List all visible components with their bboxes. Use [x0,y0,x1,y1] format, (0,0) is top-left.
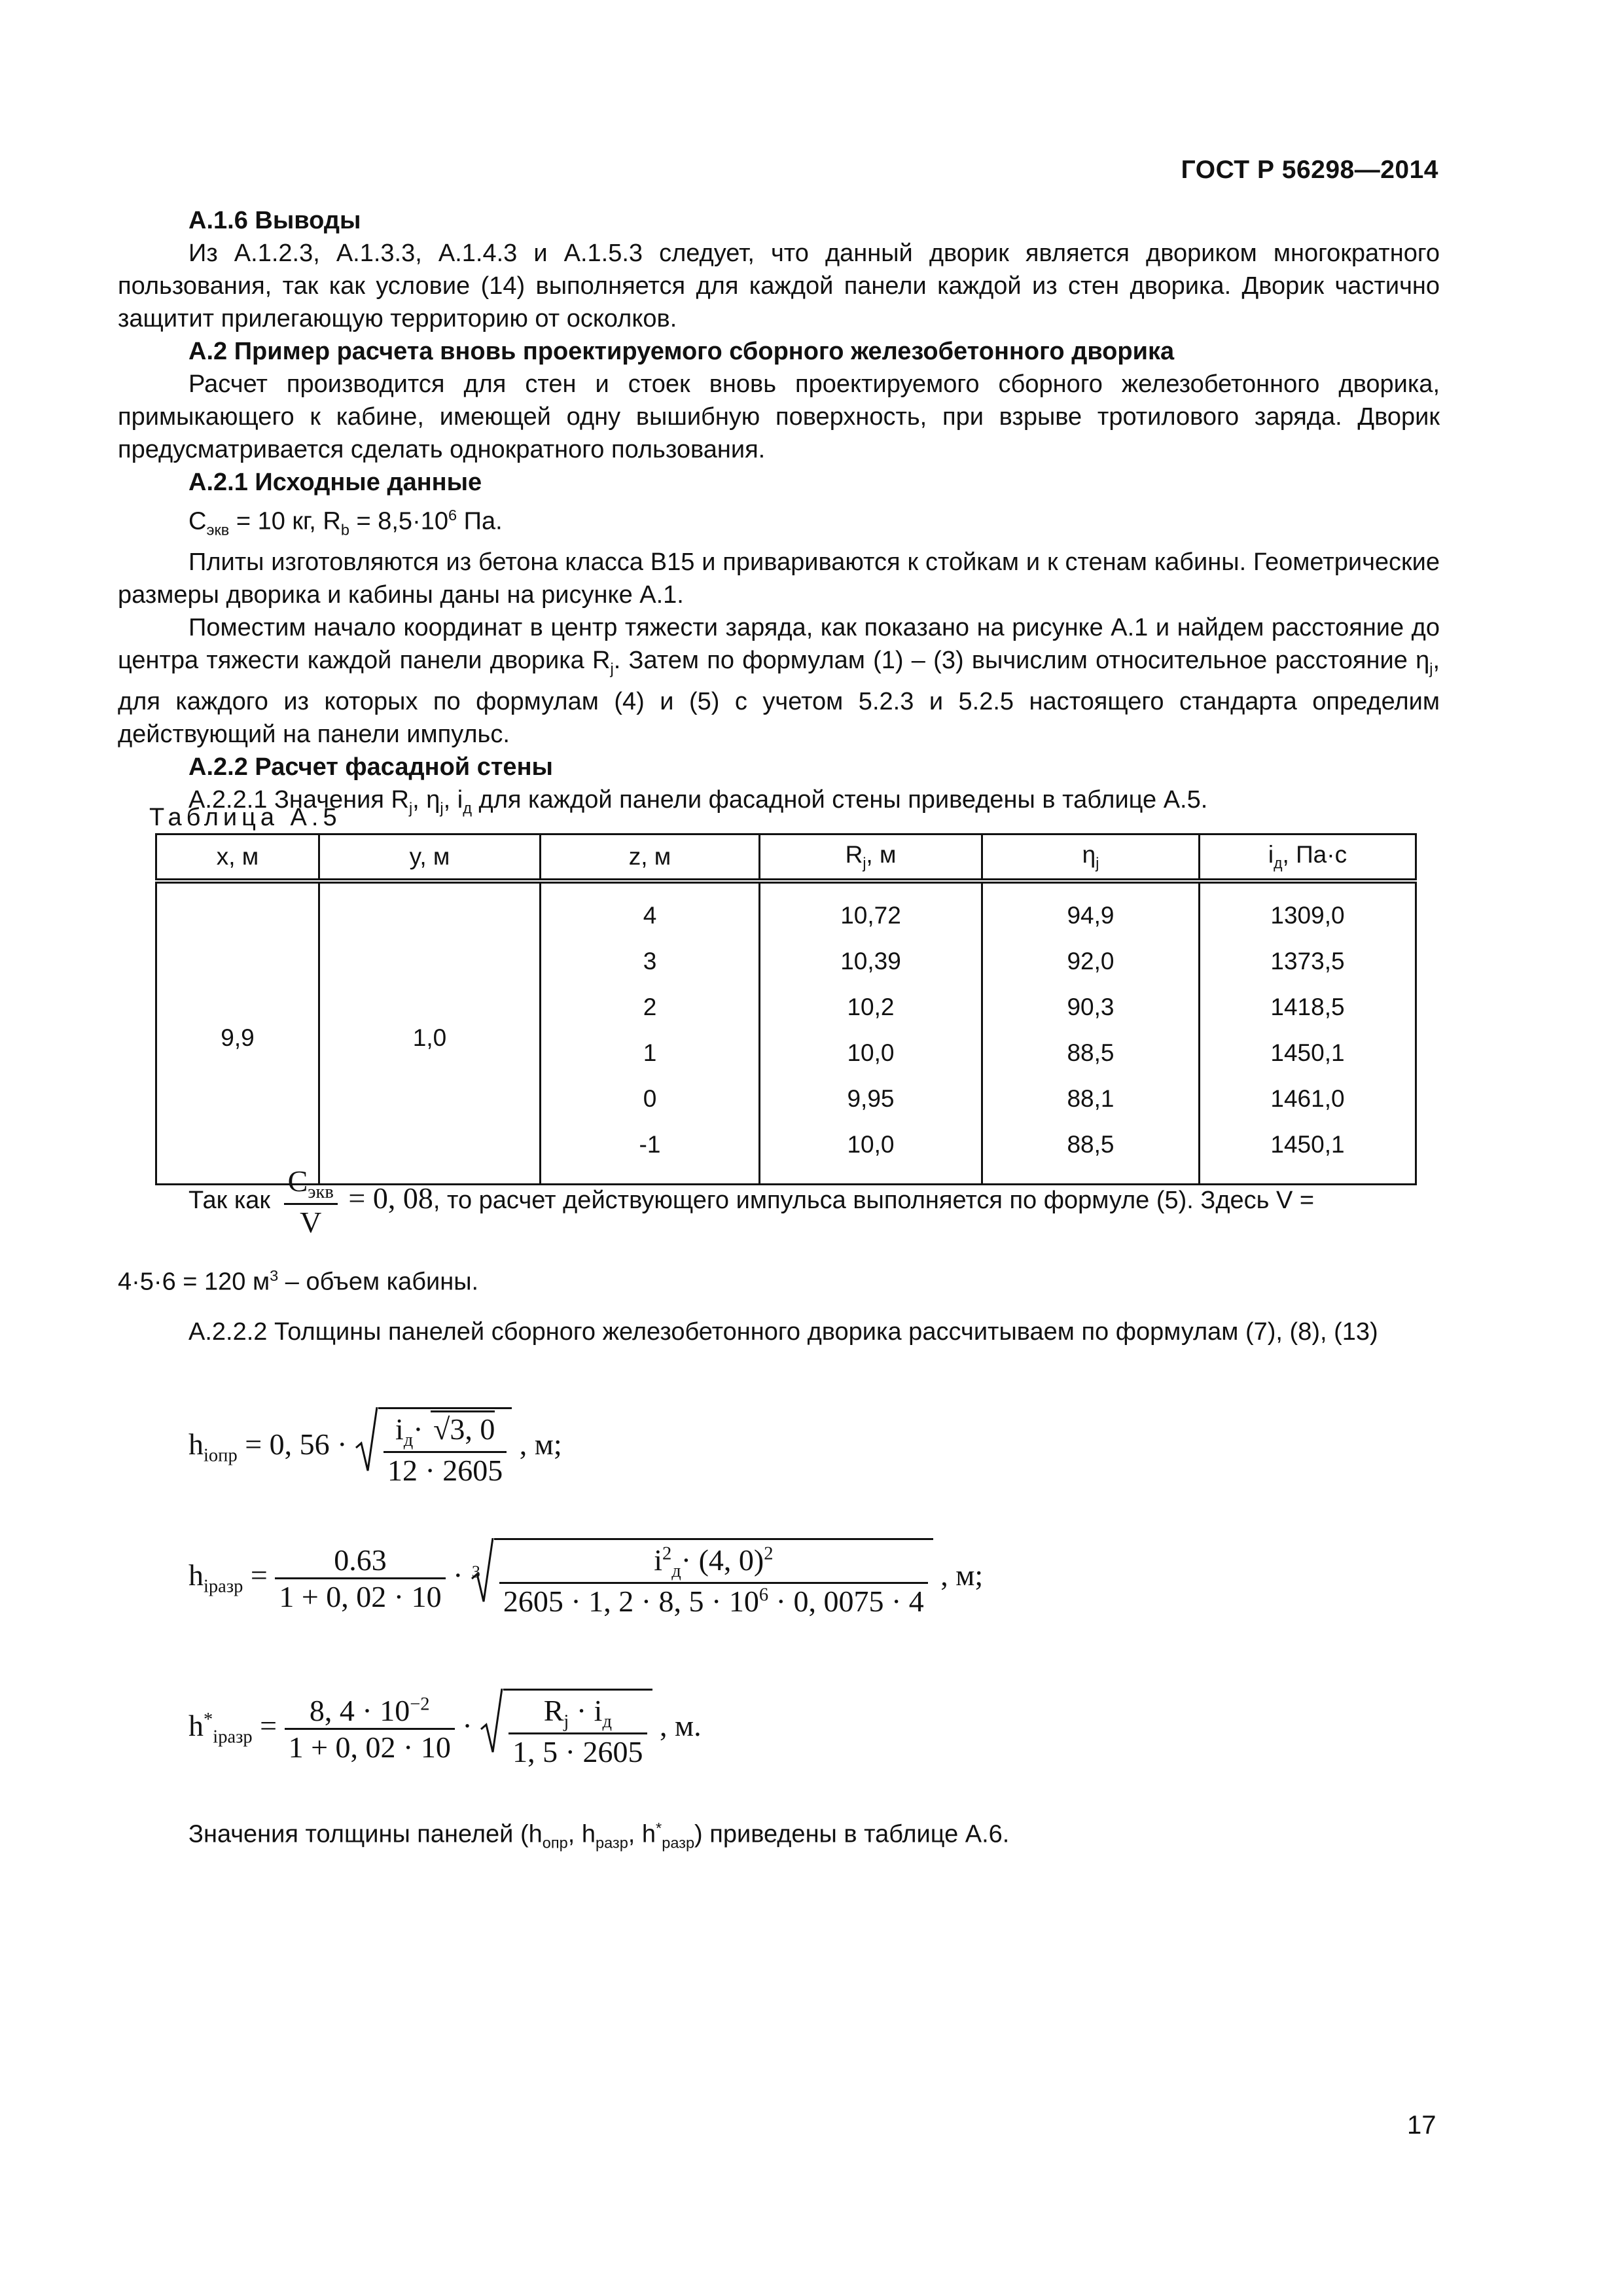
coordinates-paragraph: Поместим начало координат в центр тяжести заряда, как показано на рисунке А.1 и найдем расстояние до центра тяжести каждой панели дворика $R_j$. Затем по формулам (1) – (3) вычислим относительное расстояние $\eta_j$, для каждого из которых по формулам (4) и (5) с учетом 5.2.3 и 5.2.5 настоящего стандарта определим действующий на панели импульс. [118,614,1440,748]
cell-y: 1,0 [319,881,541,1185]
cell-r: 10,0 [760,1030,982,1076]
col-header-y: y, м [319,834,541,882]
col-header-i: $i_д$, Па·с [1200,834,1416,882]
formula-h-razr-star: $h^*_{iразр}$ = $\frac{8, 4 \cdot 10^{-2}}{1 + 0, 02 \cdot 10}$ · $\frac{R_j \cdot i_д}{1, 5 \cdot 2605}$ , м. [188,1689,702,1769]
cell-z: -1 [541,1122,760,1185]
cell-z: 0 [541,1076,760,1122]
col-header-z: z, м [541,834,760,882]
cell-z: 3 [541,939,760,984]
table-a5 [155,833,1417,1185]
document-header: ГОСТ Р 56298—2014 [1181,156,1438,184]
formula-h-razr: $h_{iразр}$ = $\frac{0.63}{1 + 0, 02 \cdot 10}$ · 3 $\frac{i^2_д\cdot (4, 0)^2}{2605 \cdot 1, 2 \cdot 8, 5 \cdot 10^6 \cdot 0, 0075 \cdot 4}$ , м; [188,1538,983,1619]
col-header-eta: $\eta_j$ [982,834,1200,882]
initial-data-line: $С_{экв} = 10$ кг, $R_b = 8,5\cdot 10^6$ Па. [188,507,503,539]
cell-i: 1309,0 [1200,881,1416,939]
col-header-r: $R_j$, м [760,834,982,882]
table-row [156,881,1416,939]
cell-z: 4 [541,881,760,939]
cell-i: 1450,1 [1200,1122,1416,1185]
final-paragraph: Значения толщины панелей ($h_{опр}$, $h_{разр}$, $h^*_{разр}$) приведены в таблице А.6. [188,1820,1010,1852]
page-number: 17 [1407,2111,1436,2140]
cell-r: 10,0 [760,1122,982,1185]
section-a2-text: Расчет производится для стен и стоек вновь проектируемого сборного железобетонного дворика, примыкающего к кабине, имеющей одну вышибную поверхность, при взрыве тротилового заряда. Дворик предусматривается сделать однократного пользования. [118,370,1440,463]
since-line: Так как $\frac{С_{экв}}{V}$ = 0, 08, то расчет действующего импульса выполняется по формуле (5). Здесь V = [188,1164,1315,1240]
cell-r: 10,2 [760,984,982,1030]
section-a21-title: А.2.1 Исходные данные [188,469,482,496]
section-a16-title: А.1.6 Выводы [188,207,361,234]
sqrt-formula-3: $\frac{R_j \cdot i_д}{1, 5 \cdot 2605}$ [480,1689,652,1769]
cell-i: 1461,0 [1200,1076,1416,1122]
document-body [118,204,1440,824]
plates-paragraph: Плиты изготовляются из бетона класса В15 и привариваются к стойкам и к стенам кабины. Геометрические размеры дворика и кабины даны на рисунке А.1. [118,548,1440,609]
volume-line: 4·5·6 = 120 $м^3$ – объем кабины. [118,1267,479,1296]
section-a2-title: А.2 Пример расчета вновь проектируемого сборного железобетонного дворика [188,338,1175,365]
cell-i: 1418,5 [1200,984,1416,1030]
table-caption: Таблица А.5 [149,804,342,831]
cell-z: 2 [541,984,760,1030]
cell-r: 9,95 [760,1076,982,1122]
sqrt-formula-1: $\frac{i_д\cdot √3, 0}{12 \cdot 2605}$ [355,1407,512,1488]
section-a16-text: Из А.1.2.3, А.1.3.3, А.1.4.3 и А.1.5.3 следует, что данный дворик является двориком многократного пользования, так как условие (14) выполняется для каждой панели каждой из стен дворика. Дворик частично защитит прилегающую территорию от осколков. [118,240,1440,332]
cell-eta: 88,5 [982,1122,1200,1185]
cell-x: 9,9 [156,881,319,1185]
section-a222-text: А.2.2.2 Толщины панелей сборного железобетонного дворика рассчитываем по формулам (7), (8), (13) [188,1318,1378,1346]
col-header-x: x, м [156,834,319,882]
cell-eta: 90,3 [982,984,1200,1030]
cell-eta: 88,5 [982,1030,1200,1076]
cube-root-formula-2: 3 $\frac{i^2_д\cdot (4, 0)^2}{2605 \cdot 1, 2 \cdot 8, 5 \cdot 10^6 \cdot 0, 0075 \cdot 4}$ [471,1538,933,1619]
cell-i: 1373,5 [1200,939,1416,984]
cell-z: 1 [541,1030,760,1076]
section-a221-text: А.2.2.1 Значения $R_j$, $\eta_j$, $i_д$ для каждой панели фасадной стены приведены в таблице А.5. [188,785,1208,817]
section-a22-title: А.2.2 Расчет фасадной стены [188,753,553,781]
c-over-v-fraction: $\frac{С_{экв}}{V}$ [284,1164,338,1240]
cell-eta: 92,0 [982,939,1200,984]
cell-r: 10,39 [760,939,982,984]
cell-i: 1450,1 [1200,1030,1416,1076]
formula-h-opr: $h_{iопр} = 0$, 56 · $\frac{i_д\cdot √3, 0}{12 \cdot 2605}$ , м; [188,1407,562,1488]
cell-eta: 94,9 [982,881,1200,939]
cell-r: 10,72 [760,881,982,939]
cell-eta: 88,1 [982,1076,1200,1122]
